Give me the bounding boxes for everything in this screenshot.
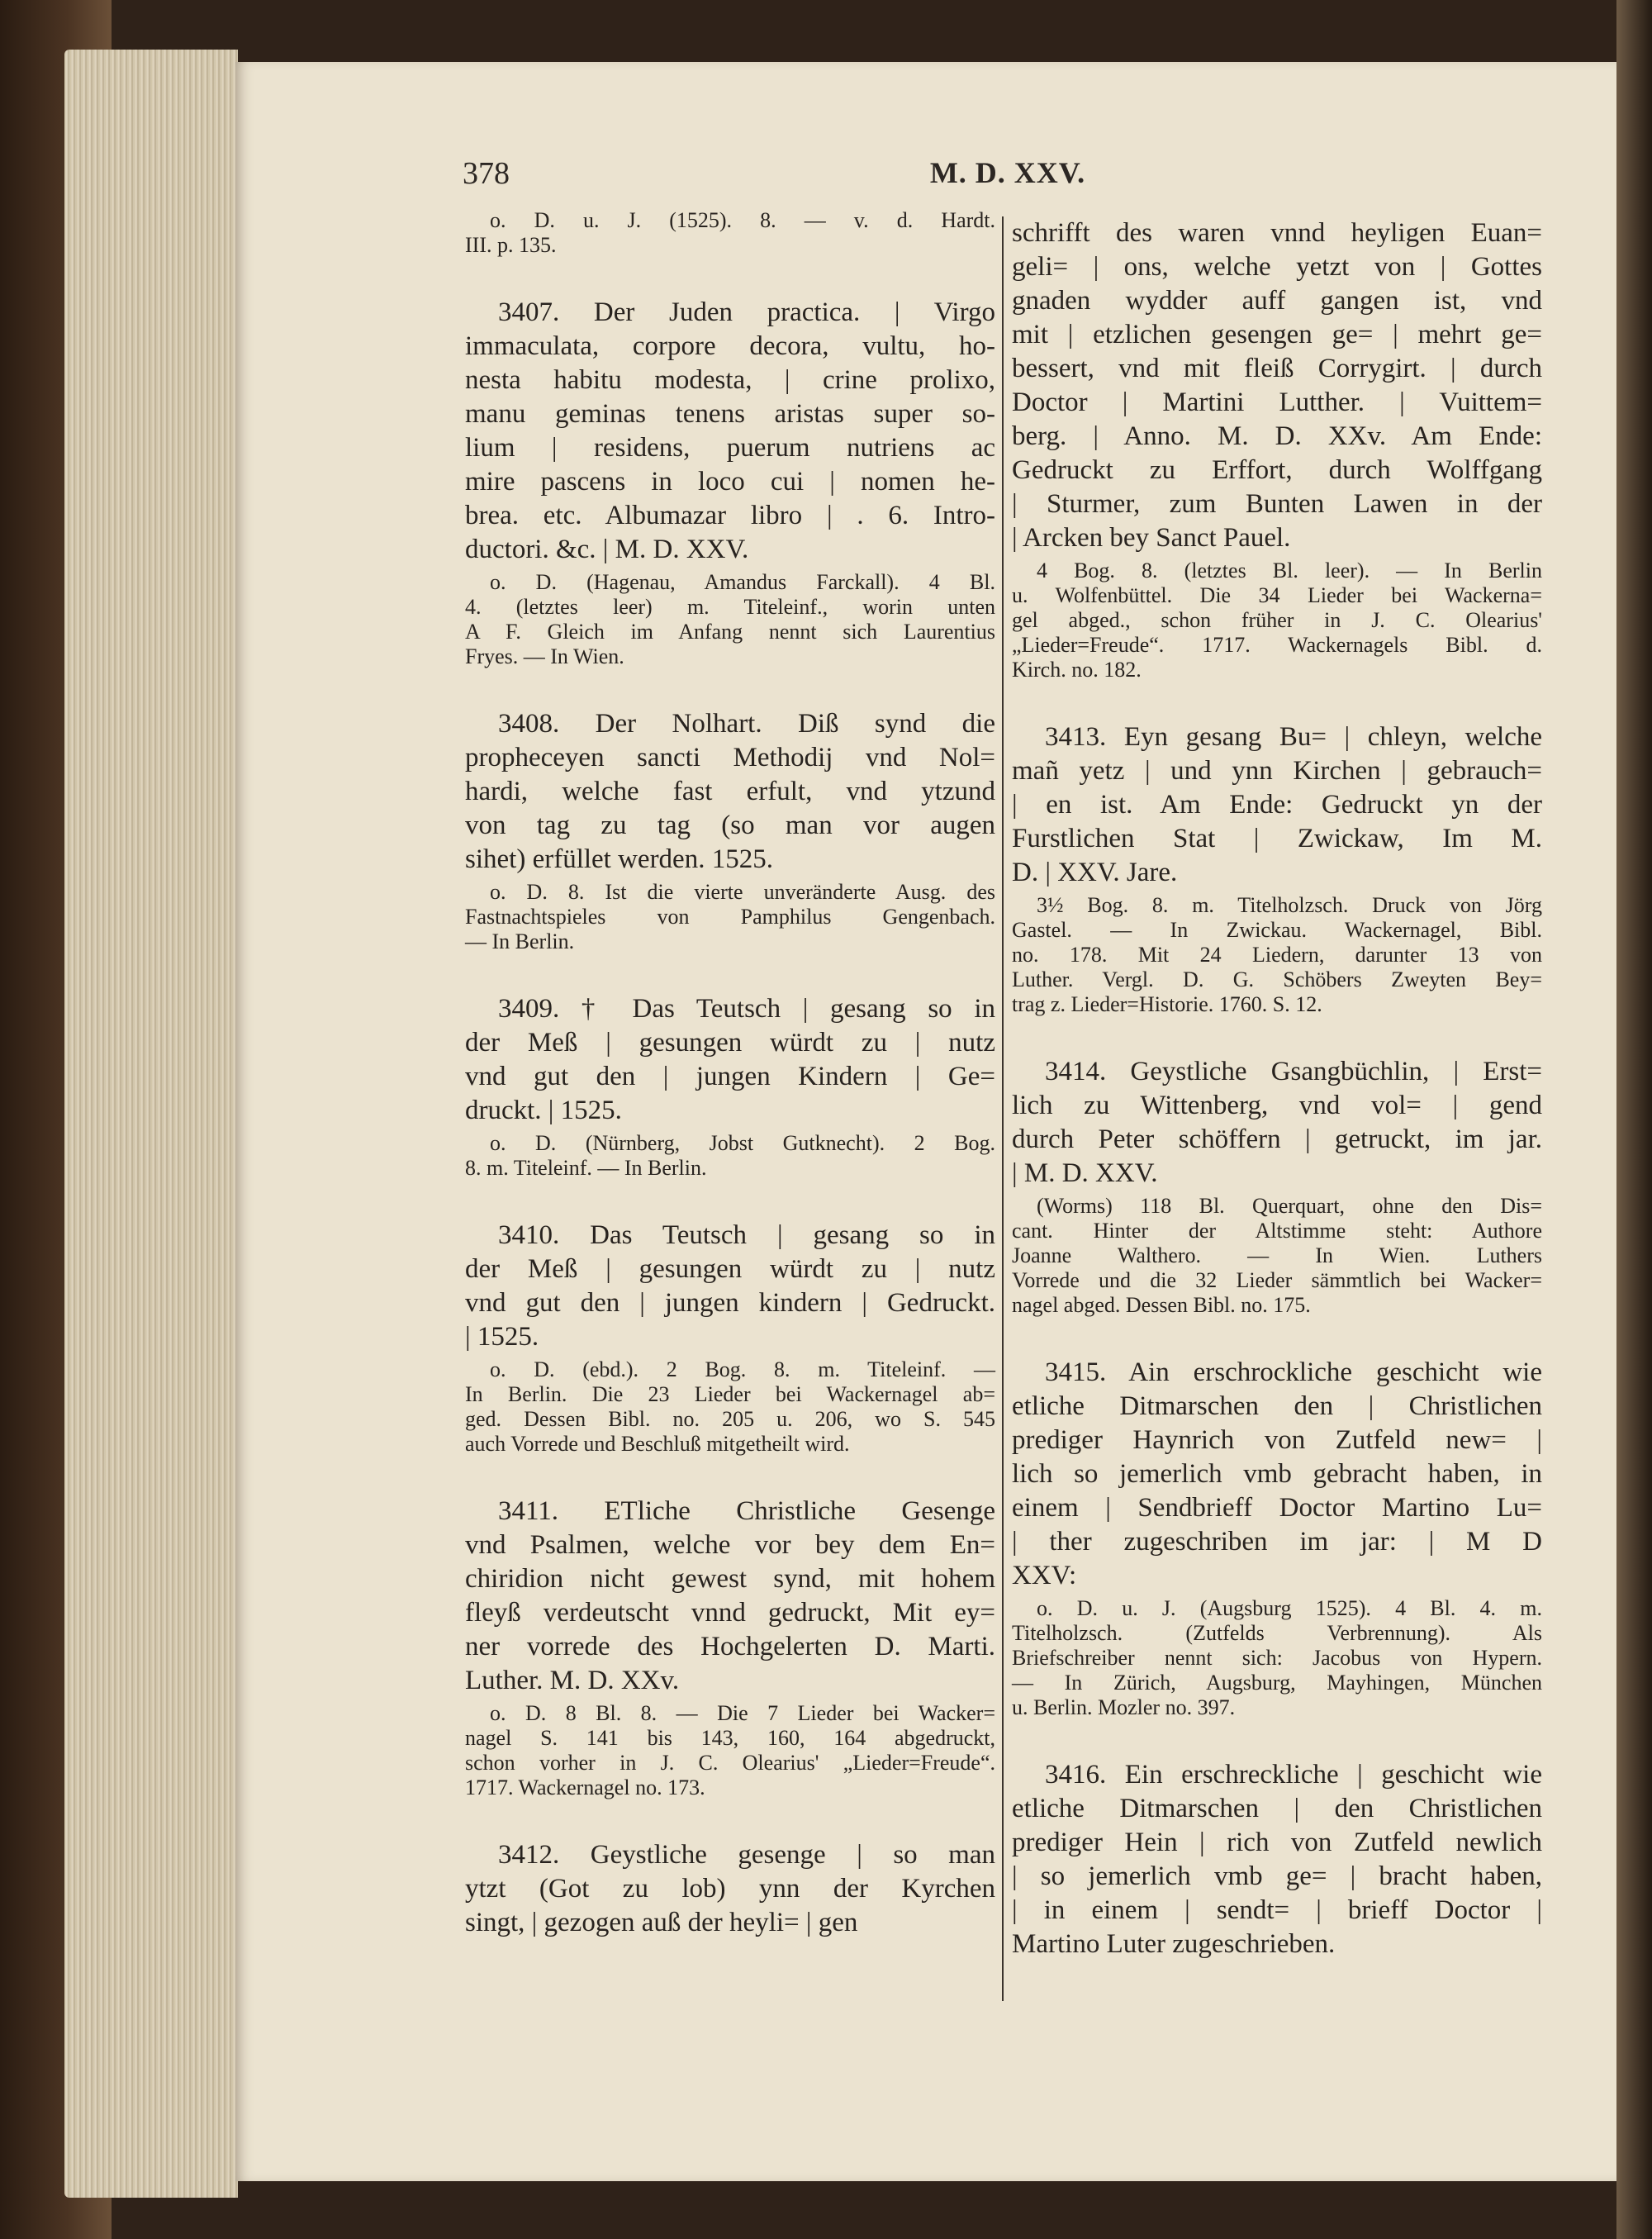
text-line: III. p. 135. [465, 233, 557, 257]
text-line: Fryes. — In Wien. [465, 644, 624, 668]
bibliographic-note [465, 570, 995, 669]
text-line: Vorrede und die 32 Lieder sämmtlich bei Wacker= [1012, 1268, 1542, 1292]
text-line: Doctor | Martini Lutther. | Vuittem= [1012, 387, 1542, 417]
text-line: (Worms) 118 Bl. Querquart, ohne den Dis= [1037, 1194, 1542, 1218]
bibliographic-note [1012, 893, 1542, 1017]
text-line: lich zu Wittenberg, vnd vol= | gend [1012, 1091, 1542, 1120]
text-line: 4. (letztes leer) m. Titeleinf., worin unten [465, 595, 995, 619]
text-line: 3416. Ein erschreckliche | geschicht wie [1045, 1760, 1542, 1790]
text-line: vnd gut den | jungen Kindern | Ge= [465, 1062, 995, 1091]
text-line: auch Vorrede und Beschluß mitgetheilt wird. [465, 1432, 850, 1456]
bibliographic-note [1012, 1194, 1542, 1318]
text-line: geli= | ons, welche yetzt von | Gottes [1012, 252, 1542, 282]
text-line: ductori. &c. | M. D. XXV. [465, 535, 749, 564]
catalog-entry-3407 [465, 296, 995, 567]
bibliographic-note [465, 1131, 995, 1181]
bibliographic-note [465, 208, 995, 258]
text-line: nagel abged. Dessen Bibl. no. 175. [1012, 1293, 1311, 1317]
text-line: Luther. M. D. XXv. [465, 1666, 680, 1695]
text-line: XXV: [1012, 1561, 1077, 1590]
text-line: nagel S. 141 bis 143, 160, 164 abgedruckt, [465, 1726, 995, 1750]
text-line: Gastel. — In Zwickau. Wackernagel, Bibl. [1012, 918, 1542, 942]
text-line: mire pascens in loco cui | nomen he- [465, 467, 995, 497]
text-line: singt, | gezogen auß der heyli= | gen [465, 1908, 858, 1937]
text-line: Martino Luter zugeschrieben. [1012, 1929, 1336, 1959]
catalog-entry-3410 [465, 1219, 995, 1354]
text-line: o. D. (Nürnberg, Jobst Gutknecht). 2 Bog. [490, 1131, 995, 1155]
text-line: 3409. † Das Teutsch | gesang so in [498, 994, 995, 1024]
text-line: | M. D. XXV. [1012, 1158, 1158, 1188]
text-line: Briefschreiber nennt sich: Jacobus von Hypern. [1012, 1646, 1542, 1670]
text-line: gel abged., schon früher in J. C. Olearius' [1012, 608, 1542, 632]
right-page-edge [1616, 0, 1652, 2239]
text-line: 3407. Der Juden practica. | Virgo [498, 297, 995, 327]
text-line: | ther zugeschriben im jar: | M D [1012, 1527, 1542, 1557]
text-line: u. Wolfenbüttel. Die 34 Lieder bei Wackerna= [1012, 583, 1542, 607]
text-line: der Meß | gesungen würdt zu | nutz [465, 1028, 995, 1058]
catalog-entry-3414 [1012, 1055, 1542, 1191]
text-line: — In Zürich, Augsburg, Mayhingen, München [1012, 1671, 1542, 1695]
text-line: vnd Psalmen, welche vor bey dem En= [465, 1530, 995, 1560]
text-line: etliche Ditmarschen | den Christlichen [1012, 1794, 1542, 1823]
catalog-entry-3411 [465, 1495, 995, 1698]
text-line: — In Berlin. [465, 929, 575, 953]
left-column [465, 205, 995, 1940]
text-line: gnaden wydder auff gangen ist, vnd [1012, 286, 1542, 316]
text-line: D. | XXV. Jare. [1012, 858, 1178, 887]
text-line: 8. m. Titeleinf. — In Berlin. [465, 1156, 707, 1180]
text-line: von tag zu tag (so man vor augen [465, 811, 995, 840]
text-line: berg. | Anno. M. D. XXv. Am Ende: [1012, 421, 1542, 451]
text-line: etliche Ditmarschen den | Christlichen [1012, 1391, 1542, 1421]
page-number: 378 [463, 156, 510, 191]
text-line: 3408. Der Nolhart. Diß synd die [498, 709, 995, 739]
bibliographic-note [465, 880, 995, 954]
text-line: hardi, welche fast erfult, vnd ytzund [465, 777, 995, 806]
text-line: 4 Bog. 8. (letztes Bl. leer). — In Berlin [1037, 559, 1542, 582]
text-line: 1717. Wackernagel no. 173. [465, 1776, 705, 1799]
text-line: 3½ Bog. 8. m. Titelholzsch. Druck von Jörg [1037, 893, 1542, 917]
text-line: o. D. u. J. (Augsburg 1525). 4 Bl. 4. m. [1037, 1596, 1542, 1620]
text-line: trag z. Lieder=Historie. 1760. S. 12. [1012, 992, 1322, 1016]
bibliographic-note [465, 1701, 995, 1800]
text-line: mañ yetz | und ynn Kirchen | gebrauch= [1012, 756, 1542, 786]
text-line: cant. Hinter der Altstimme steht: Authore [1012, 1219, 1542, 1243]
page-edges [64, 50, 238, 2198]
text-line: druckt. | 1525. [465, 1096, 622, 1125]
text-line: lium | residens, puerum nutriens ac [465, 433, 995, 463]
text-line: 3414. Geystliche Gsangbüchlin, | Erst= [1045, 1057, 1542, 1086]
text-line: 3412. Geystliche gesenge | so man [498, 1840, 995, 1870]
text-line: schrifft des waren vnnd heyligen Euan= [1012, 218, 1542, 248]
text-line: vnd gut den | jungen kindern | Gedruckt. [465, 1288, 995, 1318]
catalog-entry-3408 [465, 707, 995, 877]
text-line: Kirch. no. 182. [1012, 658, 1142, 682]
column-divider [1002, 216, 1004, 2001]
text-line: prediger Haynrich von Zutfeld new= | [1012, 1425, 1542, 1455]
text-line: „Lieder=Freude“. 1717. Wackernagels Bibl. d. [1012, 633, 1542, 657]
text-line: | in einem | sendt= | brieff Doctor | [1012, 1895, 1542, 1925]
text-line: ged. Dessen Bibl. no. 205 u. 206, wo S. 545 [465, 1407, 995, 1431]
text-line: Luther. Vergl. D. G. Schöbers Zweyten Bey= [1012, 967, 1542, 991]
text-line: schon vorher in J. C. Olearius' „Lieder=Freude“. [465, 1751, 995, 1775]
catalog-entry-3416 [1012, 1758, 1542, 1961]
text-line: Titelholzsch. (Zutfelds Verbrennung). Als [1012, 1621, 1542, 1645]
bibliographic-note [465, 1357, 995, 1457]
text-line: 3410. Das Teutsch | gesang so in [498, 1220, 995, 1250]
text-line: Gedruckt zu Erffort, durch Wolffgang [1012, 455, 1542, 485]
text-line: Joanne Walthero. — In Wien. Luthers [1012, 1243, 1542, 1267]
text-line: | 1525. [465, 1322, 539, 1352]
text-line: 3413. Eyn gesang Bu= | chleyn, welche [1045, 722, 1542, 752]
text-line: durch Peter schöffern | getruckt, im jar. [1012, 1124, 1542, 1154]
text-line: Furstlichen Stat | Zwickaw, Im M. [1012, 824, 1542, 853]
catalog-entry-3415 [1012, 1356, 1542, 1593]
text-line: 3411. ETliche Christliche Gesenge [498, 1496, 995, 1526]
text-line: bessert, vnd mit fleiß Corrygirt. | durch [1012, 354, 1542, 383]
catalog-entry-3409 [465, 992, 995, 1128]
text-line: | Sturmer, zum Bunten Lawen in der [1012, 489, 1542, 519]
text-line: A F. Gleich im Anfang nennt sich Laurentius [465, 620, 995, 644]
text-line: o. D. (Hagenau, Amandus Farckall). 4 Bl. [490, 570, 995, 594]
text-line: o. D. (ebd.). 2 Bog. 8. m. Titeleinf. — [490, 1357, 995, 1381]
text-line: prediger Hein | rich von Zutfeld newlich [1012, 1828, 1542, 1857]
text-line: u. Berlin. Mozler no. 397. [1012, 1695, 1236, 1719]
text-line: der Meß | gesungen würdt zu | nutz [465, 1254, 995, 1284]
text-line: | Arcken bey Sanct Pauel. [1012, 523, 1291, 553]
text-line: lich so jemerlich vmb gebracht haben, in [1012, 1459, 1542, 1489]
text-line: fleyß verdeutscht vnnd gedruckt, Mit ey= [465, 1598, 995, 1628]
text-line: ner vorrede des Hochgelerten D. Marti. [465, 1632, 995, 1661]
bibliographic-note [1012, 1596, 1542, 1720]
text-line: nesta habitu modesta, | crine prolixo, [465, 365, 995, 395]
text-line: sihet) erfüllet werden. 1525. [465, 844, 773, 874]
bibliographic-note [1012, 559, 1542, 682]
text-line: manu geminas tenens aristas super so- [465, 399, 995, 429]
text-line: o. D. 8 Bl. 8. — Die 7 Lieder bei Wacker= [490, 1701, 995, 1725]
text-line: In Berlin. Die 23 Lieder bei Wackernagel ab= [465, 1382, 995, 1406]
text-line: brea. etc. Albumazar libro | . 6. Intro- [465, 501, 995, 530]
text-line: mit | etzlichen gesengen ge= | mehrt ge= [1012, 320, 1542, 349]
text-line: 3415. Ain erschrockliche geschicht wie [1045, 1357, 1542, 1387]
running-title: M. D. XXV. [929, 156, 1086, 189]
text-line: | so jemerlich vmb ge= | bracht haben, [1012, 1861, 1542, 1891]
catalog-entry-3413 [1012, 720, 1542, 890]
text-line: Fastnachtspieles von Pamphilus Gengenbach. [465, 905, 995, 929]
text-line: o. D. 8. Ist die vierte unveränderte Ausg. des [490, 880, 995, 904]
text-line: propheceyen sancti Methodij vnd Nol= [465, 743, 995, 772]
text-line: ytzt (Got zu lob) ynn der Kyrchen [465, 1874, 995, 1904]
text-line: no. 178. Mit 24 Liedern, darunter 13 von [1012, 943, 1542, 967]
text-line: o. D. u. J. (1525). 8. — v. d. Hardt. [490, 208, 995, 232]
text-line: immaculata, corpore decora, vultu, ho- [465, 331, 995, 361]
text-line: chiridion nicht gewest synd, mit hohem [465, 1564, 995, 1594]
entry-continuation [1012, 216, 1542, 555]
right-column [1012, 216, 1542, 1961]
catalog-entry-3412 [465, 1838, 995, 1940]
text-line: einem | Sendbrieff Doctor Martino Lu= [1012, 1493, 1542, 1523]
text-line: | en ist. Am Ende: Gedruckt yn der [1012, 790, 1542, 820]
